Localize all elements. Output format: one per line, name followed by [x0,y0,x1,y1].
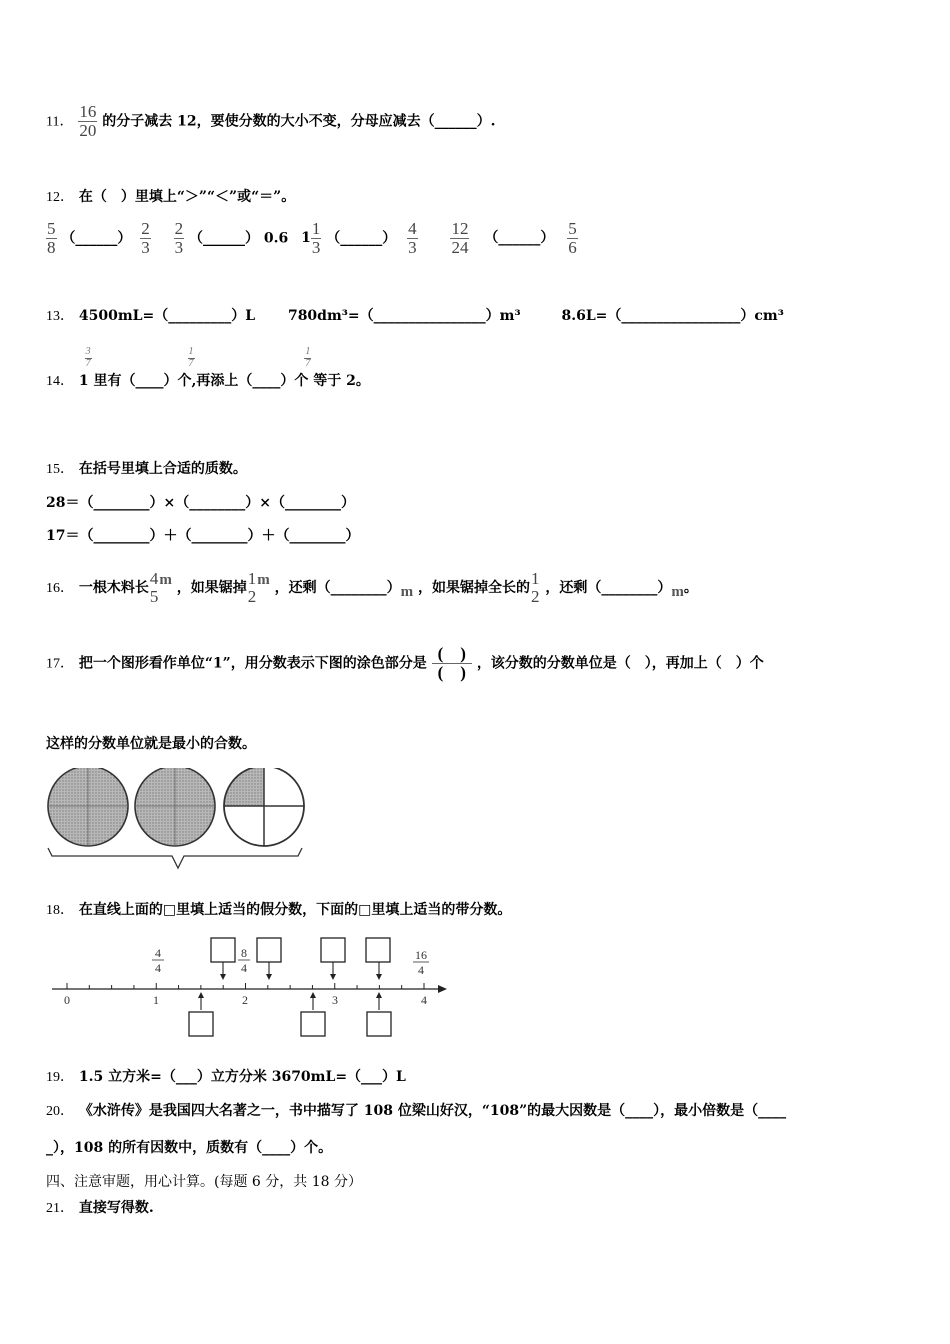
answer-box [257,938,281,962]
circle-quarter-shaded [224,768,304,846]
fraction: $\frac{3}{7}$ [85,346,91,369]
fraction: $\frac{16}{20}$ [79,102,97,140]
fraction: $\frac{4}{3}$ [408,219,417,257]
fraction: $\frac{12}{24}$ [451,219,469,257]
question-text: 在括号里填上合适的质数。 [78,461,247,477]
question-text: 在（ ）里填上“＞”“＜”或“＝”。 [78,189,296,205]
fraction: $\frac{1}{3}$ [311,219,321,257]
question-17-line2: 这样的分数单位就是最小的合数。 [46,736,256,752]
svg-text:16: 16 [415,948,427,962]
fraction-blank[interactable]: $\frac{( )}{( )}$ [432,645,472,682]
question-18 [46,899,511,919]
fraction: 1 2 [247,569,257,606]
question-number: 16． [46,580,74,596]
text: ，还剩（________） [274,579,401,596]
text: 一根木料长 [78,579,149,596]
question-20-line2: _），108 的所有因数中，质数有（____）个。 [46,1140,333,1156]
question-number: 19． [46,1070,74,1085]
blank[interactable]: （______） [189,230,259,247]
tick-label: 0 [64,993,70,1007]
number-line-figure [46,932,456,1042]
question-15-line2: 17＝（________）＋（________）＋（________） [46,528,360,544]
compare-row [46,220,578,257]
question-15-line1: 28＝（________）×（________）×（________） [46,495,355,511]
axis-arrow [438,985,447,993]
text: 里有（____）个 [93,373,192,389]
fraction: $\frac{1}{7}$ [188,346,194,369]
whole: 1 [301,230,311,247]
question-12 [46,186,295,206]
question-number: 17． [46,656,74,672]
svg-text:8: 8 [241,946,247,960]
answer-box [321,938,345,962]
question-16: 16． 一根木料长 4 5 m ，如果锯掉 1 2 m ，还剩（________）m ，如果锯掉全长的 1 2 ，还剩（________）m。 [46,569,698,606]
fraction: 4 5 [149,569,159,606]
question-text: 直接写得数. [78,1200,154,1216]
brace [48,848,302,868]
value: 0.6 [263,230,289,247]
answer-box [301,1012,325,1036]
text: ，如果锯掉全长的 [418,579,530,596]
question-17 [46,645,764,682]
fraction-label [152,946,164,975]
text: ，还剩（________） [545,579,672,596]
fraction: $\frac{5}{6}$ [568,219,577,257]
question-text: 在直线上面的□里填上适当的假分数，下面的□里填上适当的带分数。 [78,902,512,918]
blank[interactable]: （______） [61,230,132,247]
svg-text:4: 4 [418,963,424,977]
tick-label: 2 [242,993,248,1007]
answer-box [367,1012,391,1036]
circle-shaded-1 [48,768,128,846]
question-text: 的分子减去 12，要使分数的大小不变，分母应减去（______）. [102,113,496,130]
blank[interactable]: （______） [484,230,555,247]
text: 等于 2。 [313,373,370,389]
tick-label: 1 [153,993,159,1007]
question-number: 12． [46,190,74,205]
fraction: $\frac{2}{3}$ [174,219,184,257]
question-part: 780dm³=（________________）m³ [287,308,521,324]
answer-box [366,938,390,962]
text: 1 [78,373,89,389]
svg-text:4: 4 [155,961,161,975]
question-13 [46,305,784,325]
question-11 [46,103,495,140]
text: ，如果锯掉 [176,579,247,596]
tick-label: 4 [421,993,427,1007]
question-text: 1.5 立方米=（___）立方分米 3670mL=（___）L [78,1069,406,1085]
question-15 [46,458,247,478]
answer-box [211,938,235,962]
tick-label: 3 [332,993,338,1007]
text: 把一个图形看作单位“1”，用分数表示下图的涂色部分是 [78,655,427,672]
svg-text:4: 4 [155,946,161,960]
question-number: 14． [46,374,74,389]
question-number: 15． [46,462,74,477]
fraction: $\frac{1}{7}$ [305,346,311,369]
question-21 [46,1197,154,1217]
fraction-label [413,948,429,977]
question-text: 《水浒传》是我国四大名著之一，书中描写了 108 位梁山好汉，“108”的最大因数是（____），最小倍数是（____ [78,1103,787,1119]
question-20 [46,1100,786,1120]
question-19 [46,1066,406,1086]
fraction: $\frac{5}{8}$ [47,219,56,257]
fraction: 1 2 [531,569,540,606]
fraction: $\frac{2}{3}$ [141,219,150,257]
circles-figure [44,768,314,872]
svg-text:4: 4 [241,961,247,975]
question-part: 8.6L=（_________________）cm³ [561,308,784,324]
question-14 [46,346,370,390]
question-number: 20． [46,1104,74,1119]
question-number: 18． [46,903,74,918]
question-number: 13． [46,309,74,324]
question-part: 4500mL=（_________）L [78,308,256,324]
text: ,再添上（____）个 [191,373,309,389]
tick-labels [64,993,427,1007]
circle-shaded-2 [135,768,215,846]
question-number: 11． [46,114,74,130]
answer-box [189,1012,213,1036]
text: ，该分数的分数单位是（ ），再加上（ ）个 [476,655,764,672]
blank[interactable]: （______） [326,230,397,247]
section-heading: 四、注意审题，用心计算。(每题 6 分，共 18 分） [46,1174,362,1190]
question-number: 21． [46,1201,74,1216]
fraction-label [238,946,250,975]
